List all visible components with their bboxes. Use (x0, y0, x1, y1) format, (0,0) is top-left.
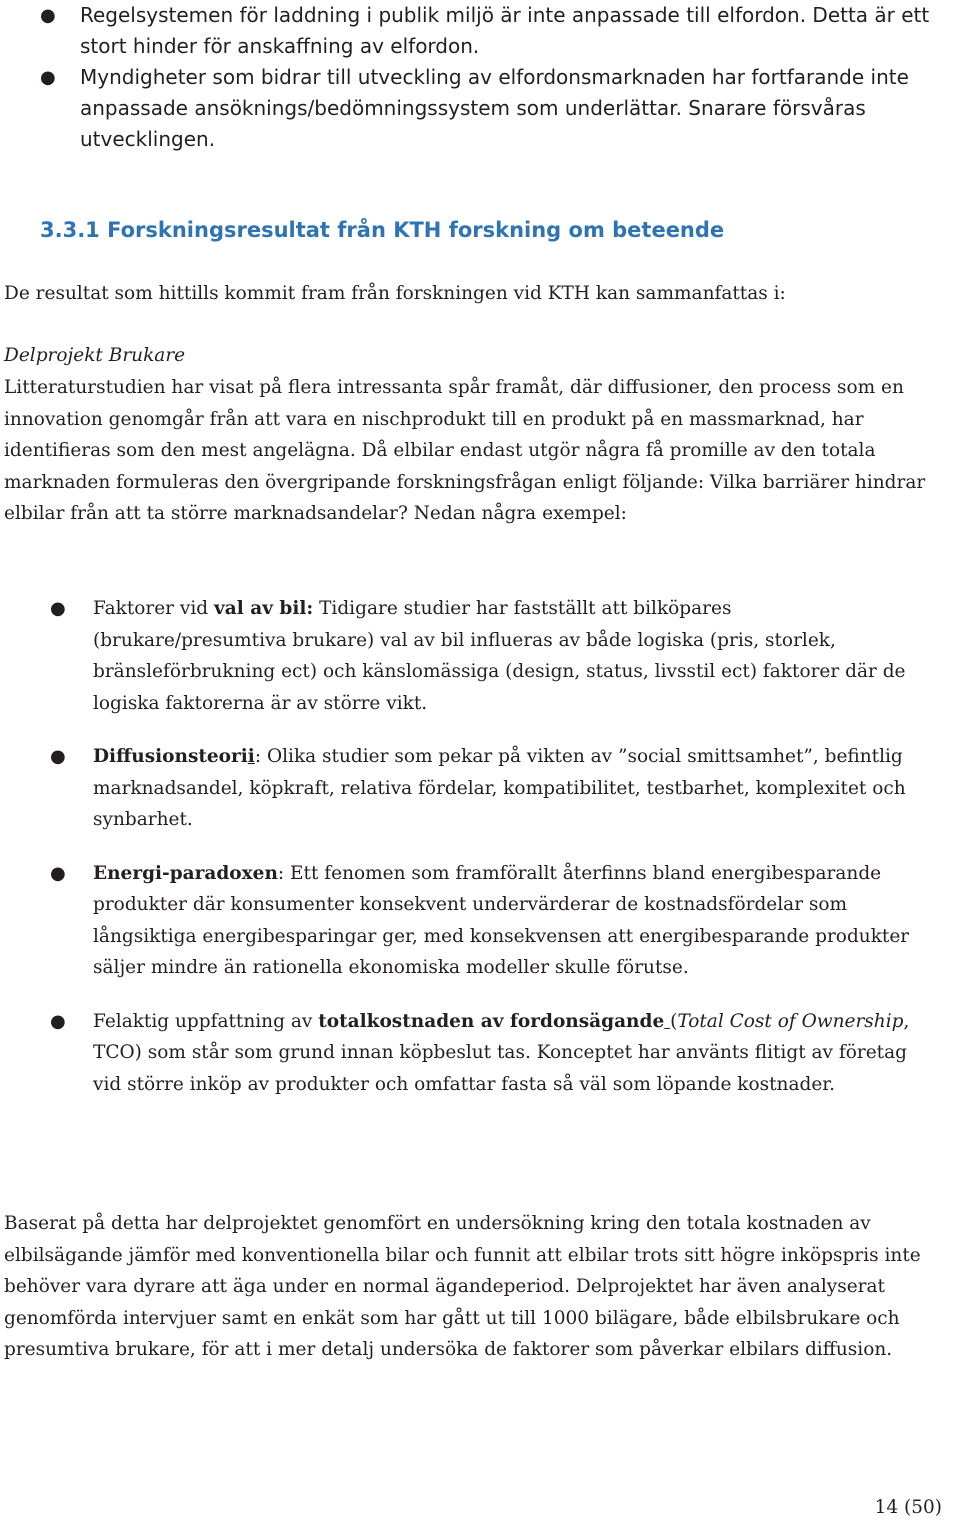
paragraph-literature: Litteraturstudien har visat på flera intressanta spår framåt, där diffusioner, den process som en innovation genomgår från att vara en nischprodukt till en produkt på en massmarknad, har identifieras som den mest angelägna. Då elbilar endast utgör några få promille av den totala marknaden formuleras den övergripande forskningsfrågan enligt följande: Vilka barriärer hindrar elbilar från att ta större marknadsandelar? Nedan några exempel: (4, 377, 926, 524)
factor-lead: Faktorer vid (93, 598, 214, 619)
list-item-text: Myndigheter som bidrar till utveckling av elfordonsmarknaden har fortfarande inte anpassade ansöknings/bedömningssystem som underlättar. Snarare försvåras utvecklingen. (80, 65, 909, 151)
bullet-icon: ● (40, 5, 56, 26)
list-item (0, 0, 960, 62)
subproject-title: Delprojekt Brukare (4, 345, 186, 366)
factor-term-underlined: i (247, 746, 255, 767)
list-item-total-cost (0, 1006, 960, 1101)
factor-term: Energi-paradoxen (93, 862, 278, 884)
factor-term: totalkostnaden av fordonsägande (318, 1010, 665, 1032)
top-bullet-list (0, 0, 960, 155)
factor-term: Diffusionsteori (93, 746, 248, 767)
paragraph-survey: Baserat på detta har delprojektet genomfört en undersökning kring den totala kostnaden av elbilsägande jämför med konventionella bilar och funnit att elbilar trots sitt högre inköpspris inte behöver vara dyrare att äga under en normal ägandeperiod. Delprojektet har även analyserat genomförda intervjuer samt en enkät som har gått ut till 1000 bilägare, både elbilsbrukare och presumtiva brukare, för att i mer detalj undersöka de faktorer som påverkar elbilars diffusion. (4, 1213, 921, 1360)
factor-text: : Ett fenomen som framförallt återfinns bland energibesparande produkter där konsumenter konsekvent undervärderar de kostnadsfördelar som långsiktiga energibesparingar ger, med konsekvensen att energibesparande produkter säljer mindre än rationella ekonomiska modeller skulle förutse. (93, 862, 910, 978)
factor-paren: ( (670, 1010, 678, 1032)
factor-text: Tidigare studier har fastställt att bilköpares (brukare/presumtiva brukare) val av bil influeras av både logiska (pris, storlek, bränsleförbrukning ect) och känslomässiga (design, status, livsstil ect) faktorer där de logiska faktorerna är av större vikt. (93, 598, 906, 714)
factor-text: : Olika studier som pekar på vikten av ”social smittsamhet”, befintlig marknadsandel, köpkraft, relativa fördelar, kompatibilitet, testbarhet, komplexitet och synbarhet. (93, 746, 906, 830)
factor-text: , TCO) som står som grund innan köpbeslut tas. Konceptet har använts flitigt av företag vid större inköp av produkter och omfattar fasta så väl som löpande kostnader. (93, 1010, 910, 1095)
page-number: 14 (50) (874, 1497, 942, 1518)
factor-term: val av bil: (214, 598, 314, 619)
bullet-icon: ● (50, 862, 66, 884)
bullet-icon: ● (50, 746, 66, 767)
list-item (0, 62, 960, 155)
list-item-energy-paradox (0, 858, 960, 984)
list-item-vehicle-choice (0, 593, 960, 719)
bullet-icon: ● (50, 1010, 66, 1032)
list-item-text: Regelsystemen för laddning i publik miljö är inte anpassade till elfordon. Detta är ett stort hinder för anskaffning av elfordon. (80, 3, 930, 58)
factor-lead: Felaktig uppfattning av (93, 1010, 319, 1032)
factor-list (0, 593, 960, 1122)
bullet-icon: ● (50, 598, 66, 619)
section-heading: 3.3.1 Forskningsresultat från KTH forskning om beteende (40, 218, 725, 242)
bullet-icon: ● (40, 67, 56, 88)
list-item-diffusion-theory (0, 741, 960, 836)
factor-italic-term: Total Cost of Ownership (677, 1010, 904, 1032)
intro-text: De resultat som hittills kommit fram från forskningen vid KTH kan sammanfattas i: (4, 283, 786, 304)
